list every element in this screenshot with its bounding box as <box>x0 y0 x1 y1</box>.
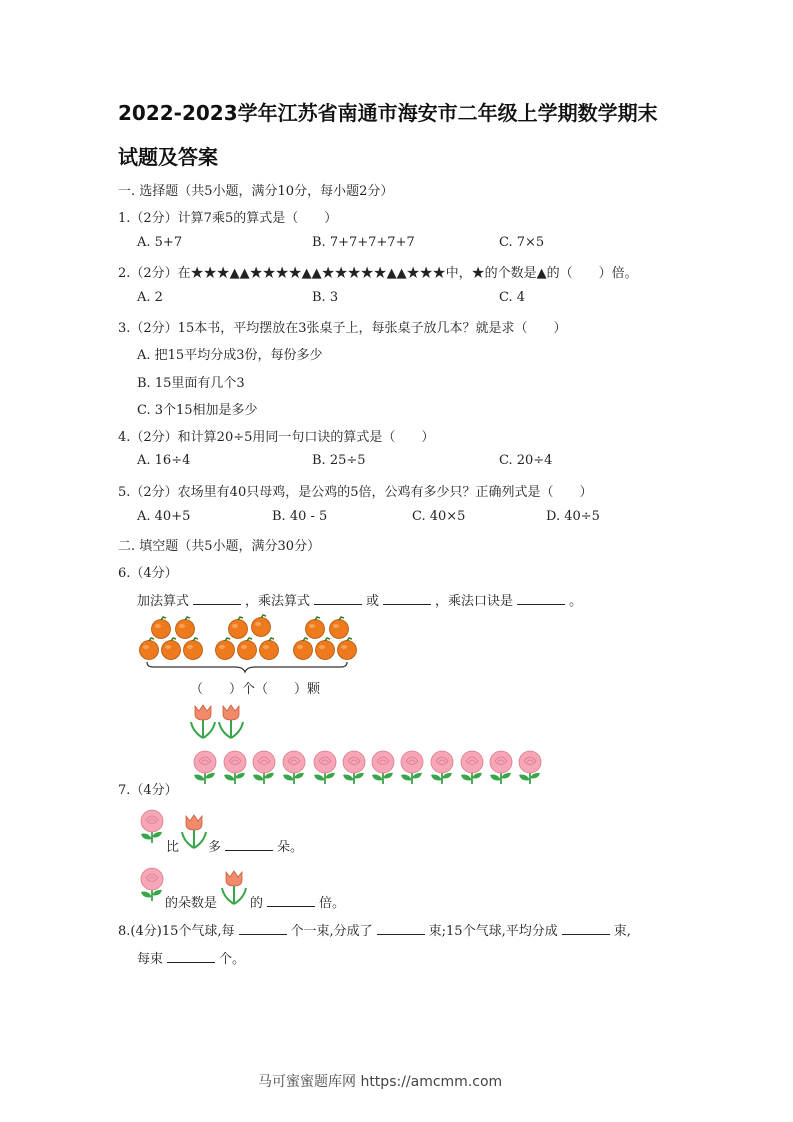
orange-groups-figure <box>135 612 360 682</box>
q7-rose-icon-1 <box>138 806 168 846</box>
q6-blank-multiply-1[interactable] <box>314 592 362 605</box>
q8-part2: 个一束,分成了 <box>290 924 373 939</box>
q1-option-b: B. 7+7+7+7+7 <box>312 235 415 250</box>
q7-r2-end: 倍。 <box>319 896 346 911</box>
q8-part6: 个。 <box>219 952 246 967</box>
page-title-line2: 试题及答案 <box>118 145 218 169</box>
q8-part3: 束;15个气球,平均分成 <box>428 924 558 939</box>
q4-stem: 4.（2分）和计算20÷5用同一句口诀的算式是（ ） <box>118 430 435 445</box>
q2-option-b: B. 3 <box>312 290 339 305</box>
tulip-row <box>188 700 248 742</box>
q6-text-end: 。 <box>569 594 583 609</box>
q7-label: 7.（4分） <box>118 783 178 798</box>
q6-text-multiply: ，乘法算式 <box>245 594 311 609</box>
orange-group-2 <box>216 615 279 660</box>
q7-r2-de <box>250 892 345 911</box>
q7-r2-text: 的朵数是 <box>165 896 218 911</box>
q6-caption: （ ）个（ ）颗 <box>190 682 321 697</box>
q6-label: 6.（4分） <box>118 566 178 581</box>
q2-option-a: A. 2 <box>137 290 163 305</box>
q3-option-b: B. 15里面有几个3 <box>137 376 245 391</box>
q8-part4: 束, <box>613 924 631 939</box>
rose-row <box>190 748 550 788</box>
q8-line1 <box>118 920 631 939</box>
q6-blank-multiply-2[interactable] <box>383 592 431 605</box>
section1-heading: 一. 选择题（共5小题，满分10分，每小题2分） <box>118 184 394 199</box>
q6-blank-addition[interactable] <box>193 592 241 605</box>
q5-option-b: B. 40 - 5 <box>272 509 328 524</box>
q7-r2-de-text: 的 <box>250 896 264 911</box>
q8-blank-2[interactable] <box>377 922 425 935</box>
q6-text-rhyme: ，乘法口诀是 <box>435 594 514 609</box>
q2-option-c: C. 4 <box>499 290 526 305</box>
q7-r1-end: 朵。 <box>277 840 304 855</box>
orange-group-1 <box>140 617 203 660</box>
q5-stem: 5.（2分）农场里有40只母鸡，是公鸡的5倍，公鸡有多少只？正确列式是（ ） <box>118 485 593 500</box>
q7-blank-1[interactable] <box>225 838 273 851</box>
q6-text-or: 或 <box>366 594 380 609</box>
q7-tulip-icon-1 <box>180 812 208 852</box>
q3-option-c: C. 3个15相加是多少 <box>137 403 258 418</box>
q5-option-c: C. 40×5 <box>412 509 466 524</box>
q7-tulip-icon-2 <box>220 868 248 908</box>
q5-option-a: A. 40+5 <box>137 509 191 524</box>
q3-stem: 3.（2分）15本书，平均摆放在3张桌子上，每张桌子放几本？就是求（ ） <box>118 321 567 336</box>
q8-blank-1[interactable] <box>239 922 287 935</box>
q5-option-d: D. 40÷5 <box>546 509 600 524</box>
q7-r1-bi: 比 <box>166 840 180 855</box>
q2-stem: 2.（2分）在★★★▲▲★★★★▲▲★★★★★▲▲★★★中，★的个数是▲的（ ）倍。 <box>118 266 638 281</box>
q8-part1: 8.(4分)15个气球,每 <box>118 924 235 939</box>
q7-r1-duo <box>208 836 303 855</box>
q1-option-a: A. 5+7 <box>137 235 183 250</box>
brace <box>147 662 347 672</box>
q1-stem: 1.（2分）计算7乘5的算式是（ ） <box>118 211 338 226</box>
q4-option-a: A. 16÷4 <box>137 453 191 468</box>
q6-blank-rhyme[interactable] <box>517 592 565 605</box>
q8-blank-4[interactable] <box>167 950 215 963</box>
q7-r1-duo-text: 多 <box>208 840 222 855</box>
q4-option-b: B. 25÷5 <box>312 453 366 468</box>
section2-heading: 二. 填空题（共5小题，满分30分） <box>118 539 321 554</box>
q6-sentence <box>137 590 582 609</box>
q3-option-a: A. 把15平均分成3份，每份多少 <box>137 348 323 363</box>
page-title-line1: 2022-2023学年江苏省南通市海安市二年级上学期数学期末 <box>118 101 658 125</box>
footer-link[interactable]: 马可蜜蜜题库网 https://amcmm.com <box>258 1074 503 1090</box>
q7-blank-2[interactable] <box>267 894 315 907</box>
q4-option-c: C. 20÷4 <box>499 453 553 468</box>
q8-part5: 每束 <box>137 952 164 967</box>
q8-line2 <box>137 948 245 967</box>
q6-text-addition: 加法算式 <box>137 594 190 609</box>
q7-rose-icon-2 <box>138 864 168 904</box>
q1-option-c: C. 7×5 <box>499 235 545 250</box>
q8-blank-3[interactable] <box>562 922 610 935</box>
orange-group-3 <box>294 617 357 660</box>
